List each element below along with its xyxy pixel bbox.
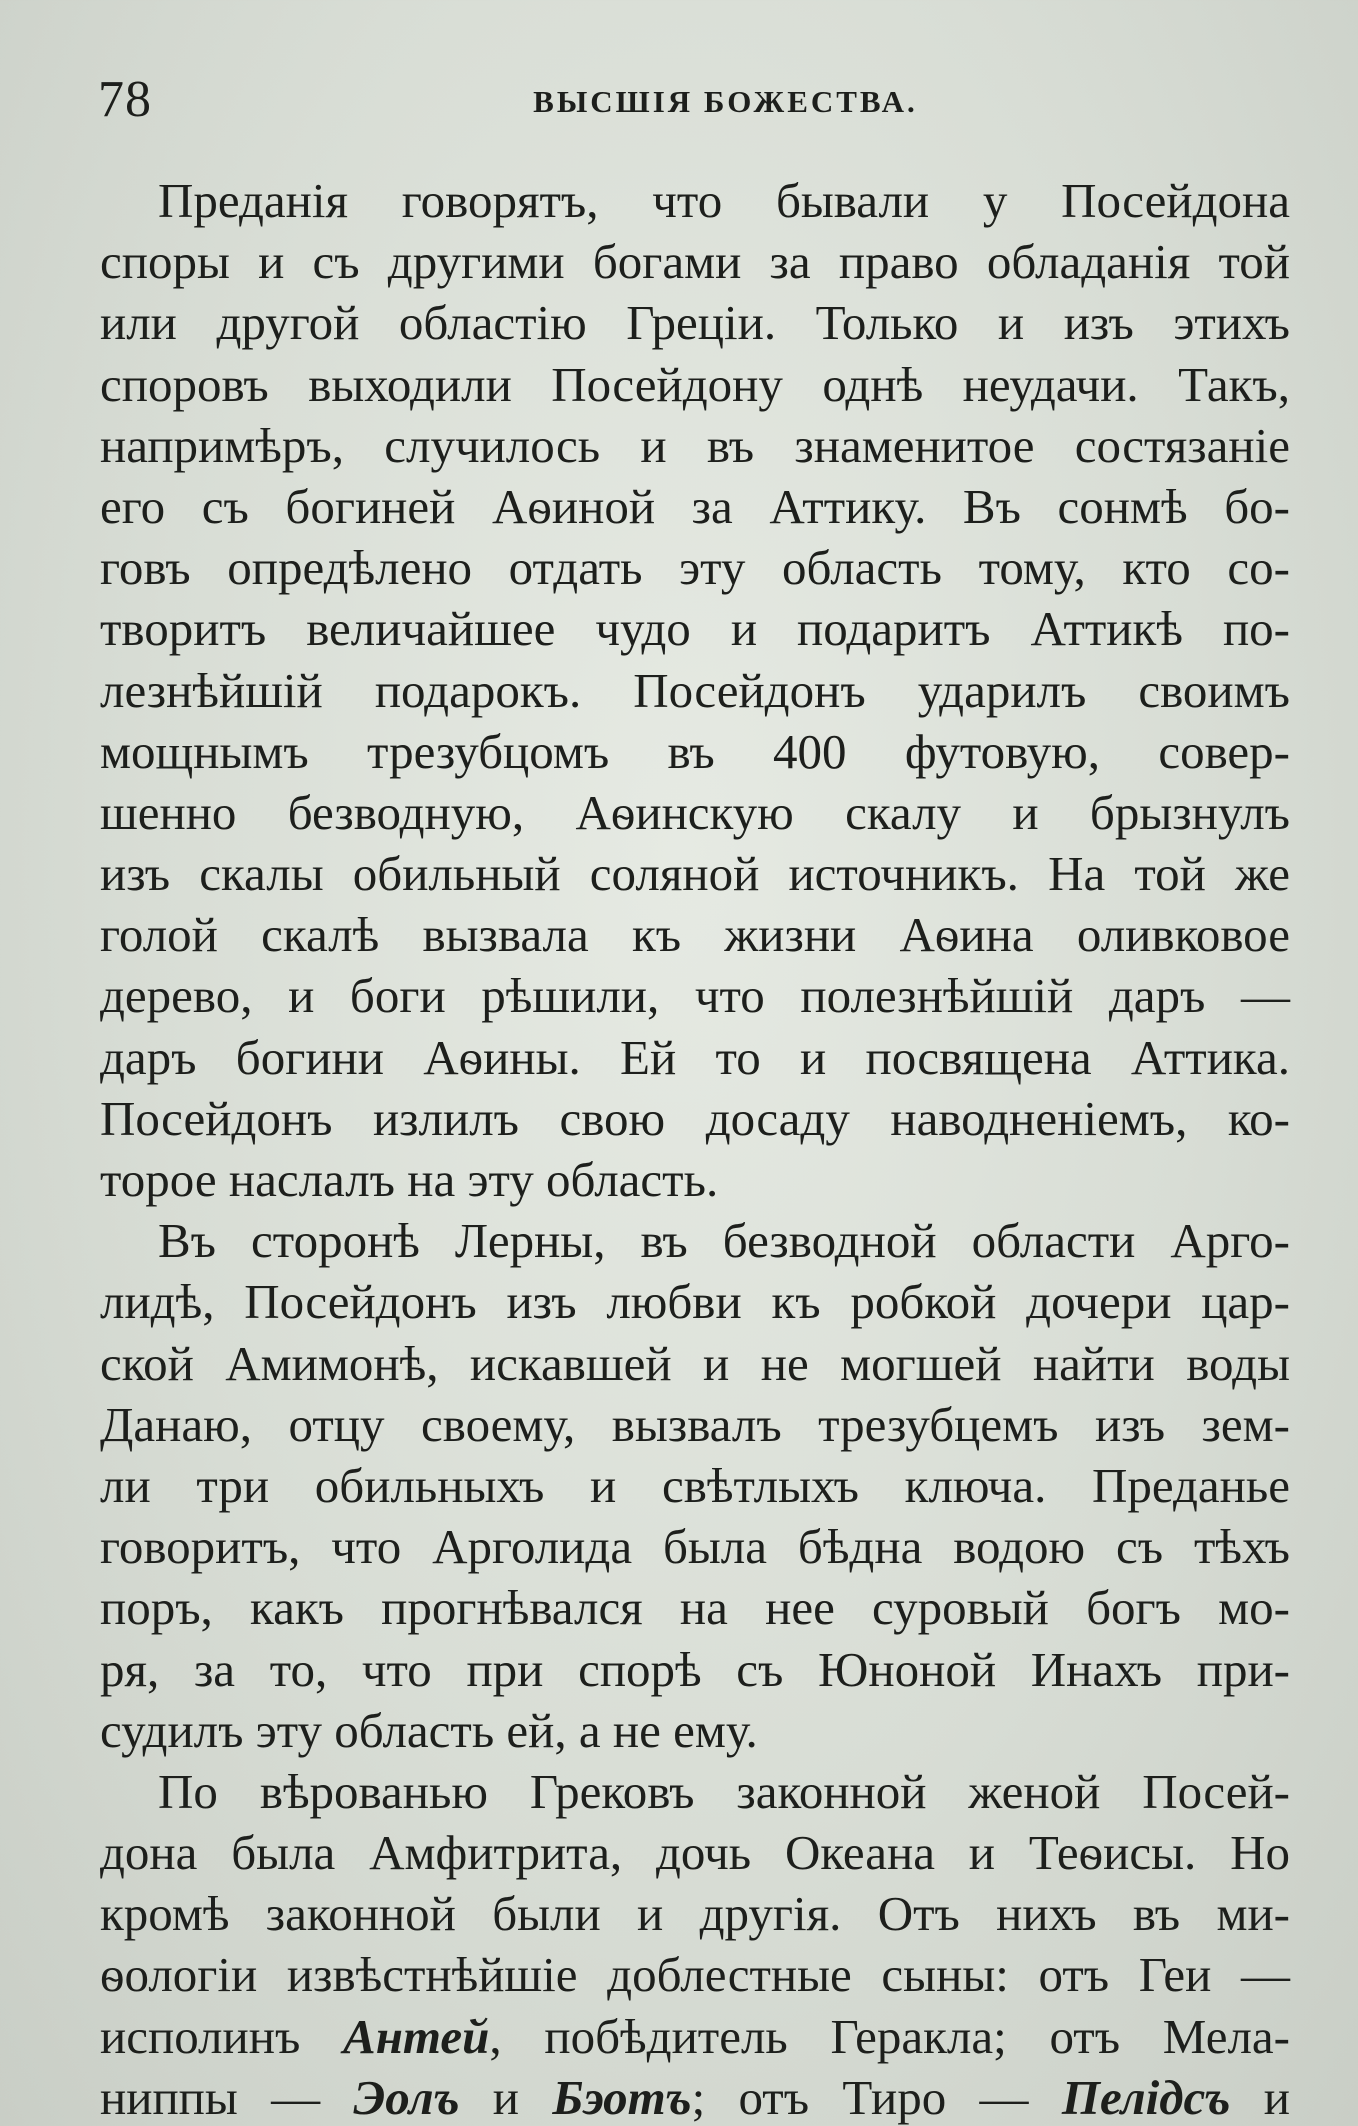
text-segment: исполинъ <box>100 2008 344 2064</box>
page-number: 78 <box>98 71 152 128</box>
text-line: мощнымъ трезубцомъ въ 400 футовую, совер- <box>100 723 1290 779</box>
text-line: дона была Амфитрита, дочь Океана и Теѳисы. Но <box>100 1825 1290 1881</box>
page-header <box>98 70 1293 130</box>
text-line: Данаю, отцу своему, вызвалъ трезубцемъ изъ зем- <box>100 1396 1290 1452</box>
text-line: лидѣ, Посейдонъ изъ любви къ робкой дочери цар- <box>100 1274 1290 1330</box>
name-aeolus: Эолъ <box>353 2069 460 2125</box>
text-line: поръ, какъ прогнѣвался на нее суровый богъ мо- <box>100 1580 1290 1636</box>
text-line: изъ скалы обильный соляной источникъ. На той же <box>100 846 1290 902</box>
text-line: судилъ эту область ей, а не ему. <box>100 1702 758 1758</box>
text-line: Преданія говорятъ, что бывали у Посейдона <box>158 173 1290 228</box>
name-antaeus: Антей <box>343 2008 490 2064</box>
text-line <box>100 2006 1290 2067</box>
text-line <box>100 2067 1290 2126</box>
text-line: торое наслалъ на эту область. <box>100 1152 719 1207</box>
text-line: ѳологіи извѣстнѣйшіе доблестные сыны: отъ Геи — <box>100 1947 1290 2003</box>
text-line: ли три обильныхъ и свѣтлыхъ ключа. Преданье <box>100 1457 1290 1513</box>
text-segment: , побѣдитель Геракла; отъ Мела- <box>489 2008 1290 2064</box>
running-title: ВЫСШІЯ БОЖЕСТВА. <box>533 84 918 119</box>
text-line: ской Амимонѣ, искавшей и не могшей найти воды <box>100 1335 1290 1391</box>
text-line: лезнѣйшій подарокъ. Посейдонъ ударилъ своимъ <box>100 662 1290 718</box>
text-segment: ; отъ Тиро — <box>691 2069 1062 2125</box>
text-line: голой скалѣ вызвала къ жизни Аѳина оливковое <box>100 907 1290 963</box>
body-text <box>100 170 1290 2126</box>
text-line: творитъ величайшее чудо и подаритъ Аттикѣ по- <box>100 601 1290 657</box>
text-line: дерево, и боги рѣшили, что полезнѣйшій даръ — <box>100 968 1290 1024</box>
text-line: напримѣръ, случилось и въ знаменитое состязаніе <box>100 417 1290 473</box>
text-segment: и <box>459 2069 553 2125</box>
name-boeotus: Бэотъ <box>552 2069 692 2125</box>
text-line: даръ богини Аѳины. Ей то и посвящена Аттика. <box>100 1029 1290 1085</box>
text-line: говъ опредѣлено отдать эту область тому, кто со- <box>100 540 1290 596</box>
text-line: Въ сторонѣ Лерны, въ безводной области Арго- <box>158 1213 1290 1269</box>
text-line: кромѣ законной были и другія. Отъ нихъ въ ми- <box>100 1886 1290 1942</box>
name-pelias: Пелідсъ <box>1061 2069 1231 2125</box>
text-line: шенно безводную, Аѳинскую скалу и брызнулъ <box>100 784 1290 840</box>
text-line: говоритъ, что Арголида была бѣдна водою съ тѣхъ <box>100 1519 1290 1575</box>
text-line: споровъ выходили Посейдону однѣ неудачи. Такъ, <box>100 356 1290 412</box>
text-line: или другой областію Греціи. Только и изъ этихъ <box>100 295 1290 351</box>
text-line: его съ богиней Аѳиной за Аттику. Въ сонмѣ бо- <box>100 478 1290 534</box>
text-line: споры и съ другими богами за право обладанія той <box>100 234 1290 290</box>
text-line: Посейдонъ излилъ свою досаду наводненіемъ, ко- <box>100 1090 1290 1146</box>
text-line: ря, за то, что при спорѣ съ Юноной Инахъ при- <box>100 1641 1290 1697</box>
text-segment: ниппы — <box>100 2069 354 2125</box>
text-segment: и <box>1230 2069 1290 2125</box>
text-line: По вѣрованью Грековъ законной женой Посей- <box>158 1763 1290 1819</box>
